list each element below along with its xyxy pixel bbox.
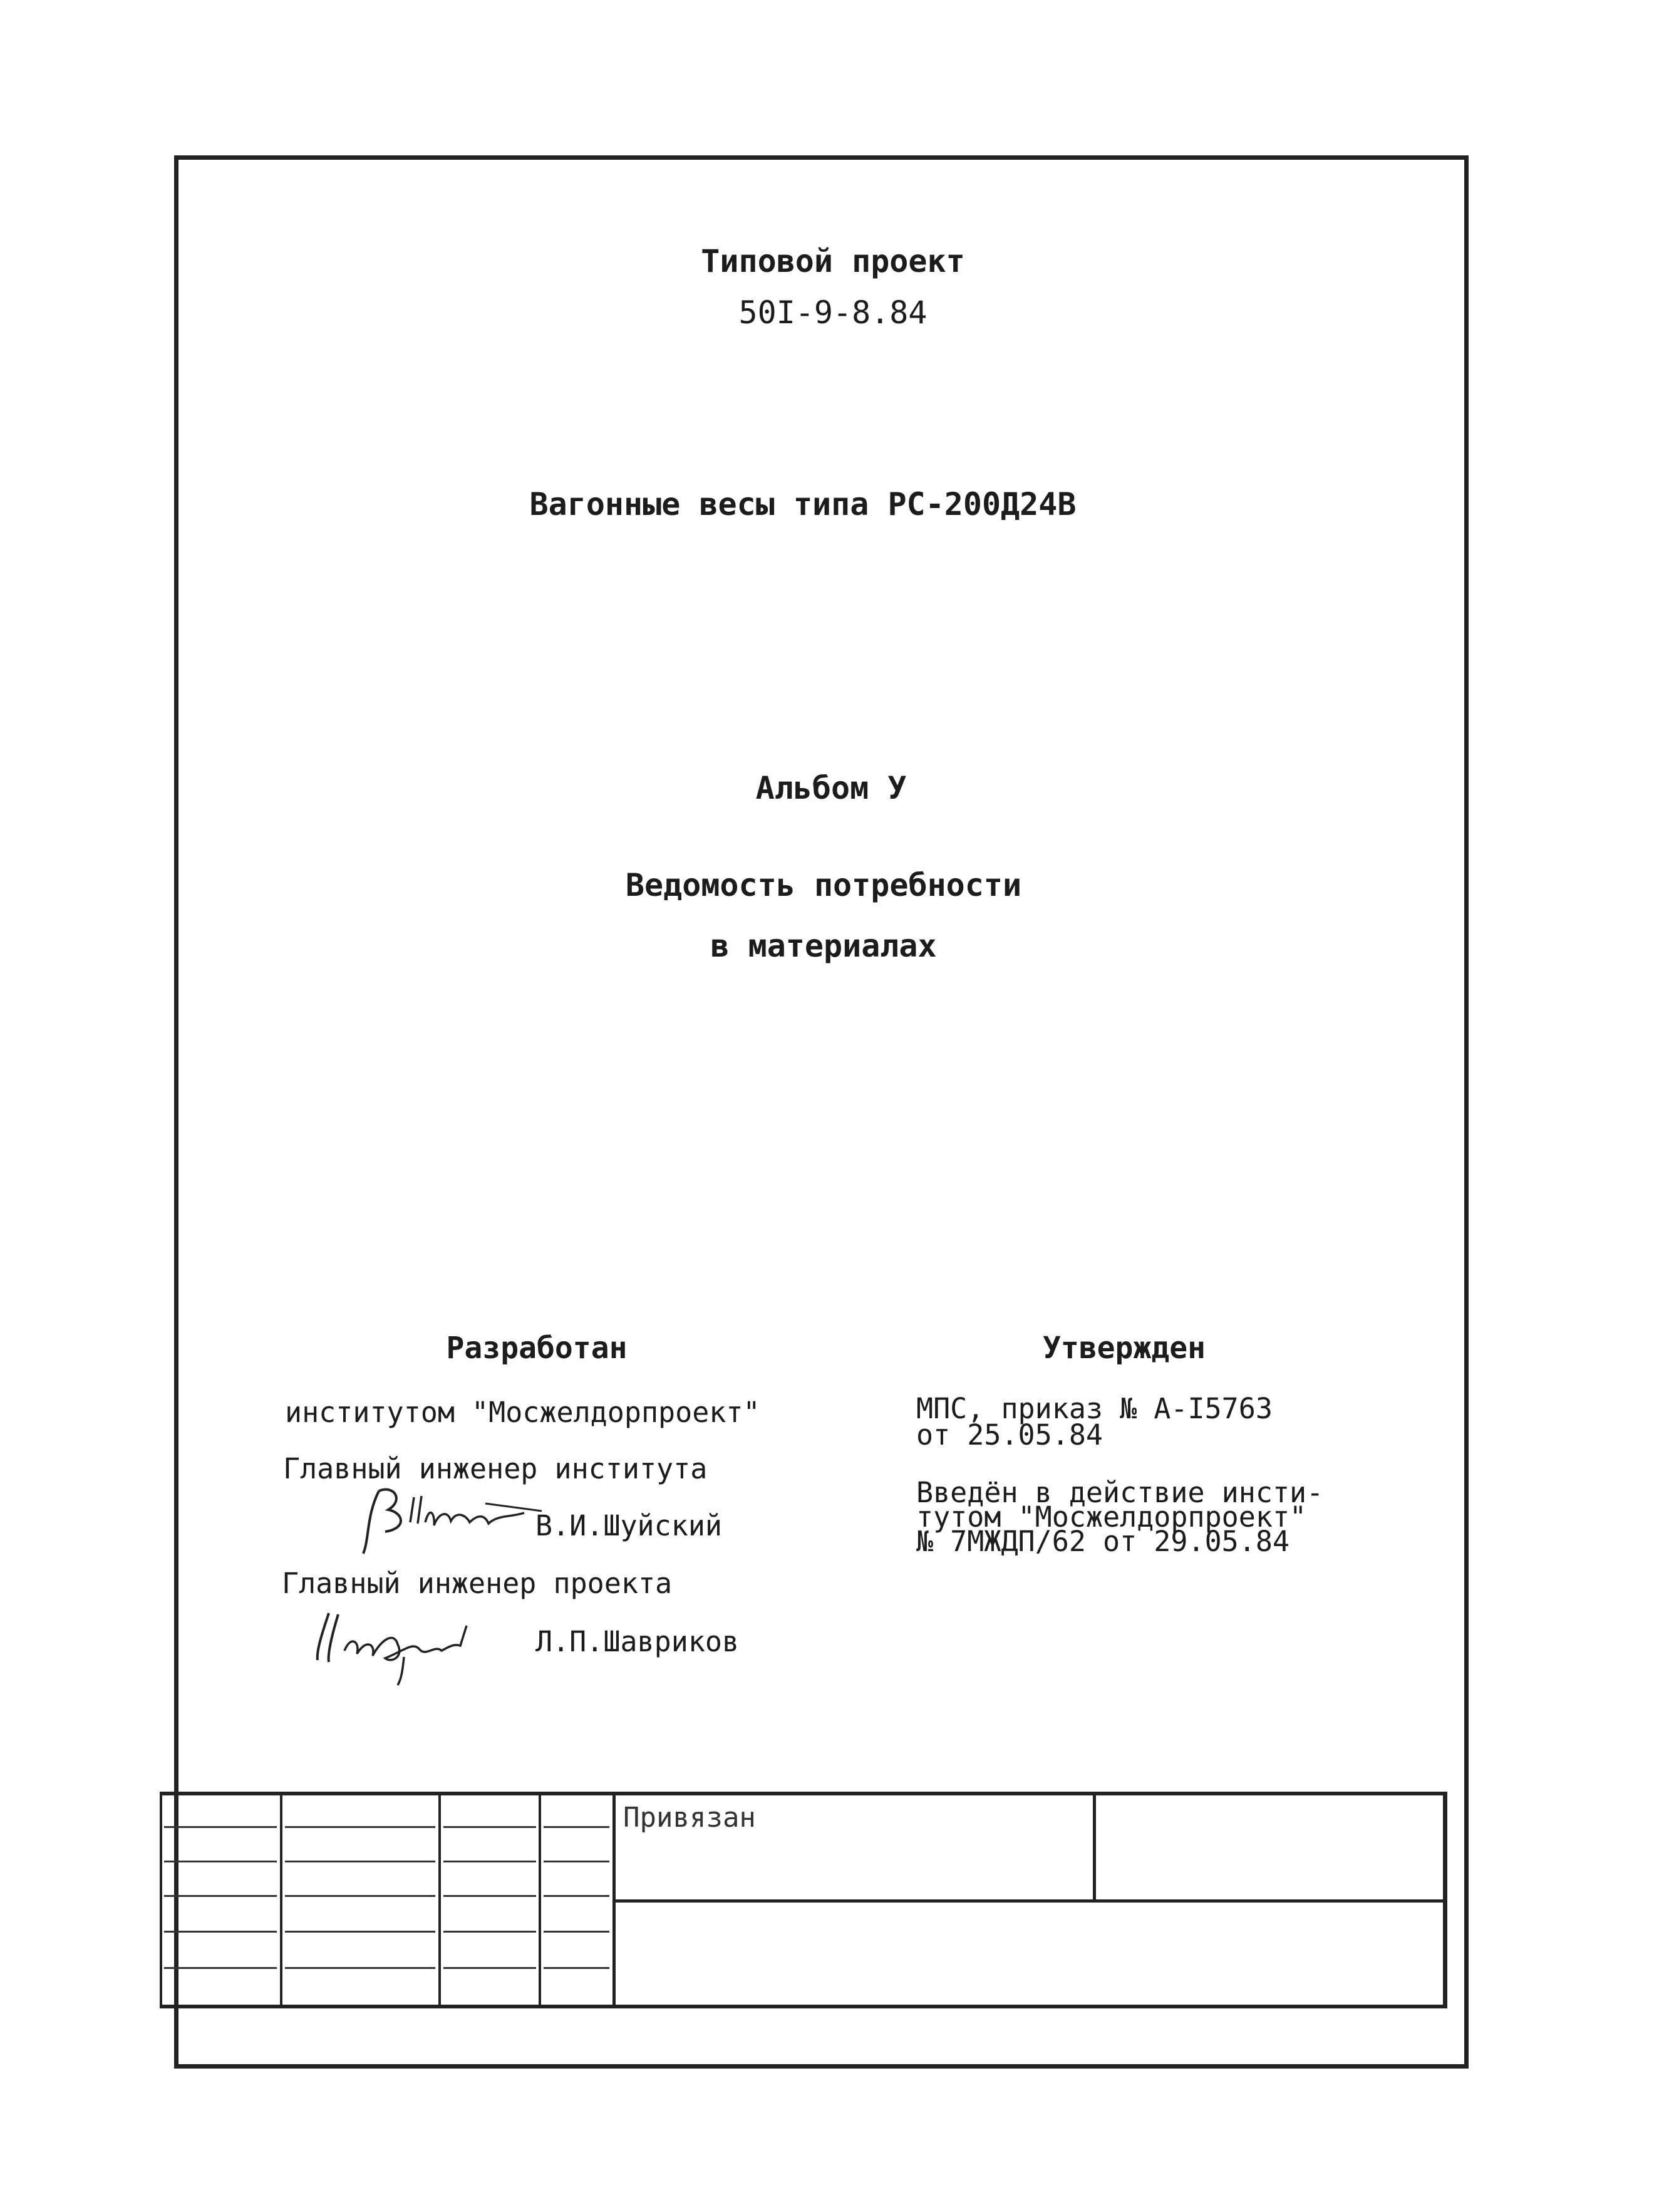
chief-engineer-institute-name: В.И.Шуйский [535,1509,723,1542]
stamp-row-line [544,1895,609,1897]
stamp-row-line [285,1826,435,1828]
stamp-divider [1093,1792,1096,1901]
approval-order-line2: от 25.05.84 [916,1418,1103,1451]
stamp-row-line [443,1931,536,1933]
stamp-row-line [164,1967,277,1969]
document-title: Вагонные весы типа РС-200Д24В [529,486,1077,522]
developed-heading: Разработан [446,1331,628,1366]
stamp-row-line [544,1861,609,1862]
stamp-row-line [164,1861,277,1862]
developer-institute: институтом "Мосжелдорпроект" [285,1396,760,1429]
chief-engineer-institute-label: Главный инженер института [283,1452,708,1485]
stamp-divider [160,1792,162,2008]
project-number: 50I-9-8.84 [738,294,928,331]
stamp-row-line [544,1967,609,1969]
stamp-row-line [443,1826,536,1828]
album-subtitle-line2: в материалах [710,928,937,964]
chief-engineer-project-name: Л.П.Шавриков [535,1625,740,1658]
stamp-row-line [443,1967,536,1969]
stamp-divider [438,1792,441,2008]
stamp-row-line [164,1826,277,1828]
enacted-line1: Введён в действие инсти- [916,1476,1324,1509]
stamp-row-line [285,1967,435,1969]
drawing-frame [174,155,1469,2069]
stamp-row-line [285,1895,435,1897]
stamp-row-line [285,1861,435,1862]
approved-heading: Утвержден [1042,1331,1206,1366]
stamp-row-line [443,1895,536,1897]
stamp-row-line [544,1826,609,1828]
approval-order-line1: МПС, приказ № А-I5763 [916,1392,1273,1425]
stamp-row-line [285,1931,435,1933]
stamp-row-line [544,1931,609,1933]
album-subtitle-line1: Ведомость потребности [625,867,1022,903]
signature-shavrikov [310,1607,485,1688]
enacted-line3: № 7МЖДП/62 от 29.05.84 [916,1525,1290,1558]
stamp-divider [612,1899,1447,1903]
chief-engineer-project-label: Главный инженер проекта [282,1567,673,1600]
stamp-row-line [164,1931,277,1933]
enacted-line2: тутом "Мосжелдорпроект" [916,1500,1307,1534]
stamp-divider [280,1792,282,2008]
stamp-divider [539,1792,541,2008]
project-type-label: Типовой проект [701,243,965,279]
stamp-row-line [164,1895,277,1897]
signature-shuisky [360,1478,548,1560]
stamp-linked-label: Привязан [623,1802,756,1834]
stamp-row-line [443,1861,536,1862]
album-name: Альбом У [755,770,907,806]
